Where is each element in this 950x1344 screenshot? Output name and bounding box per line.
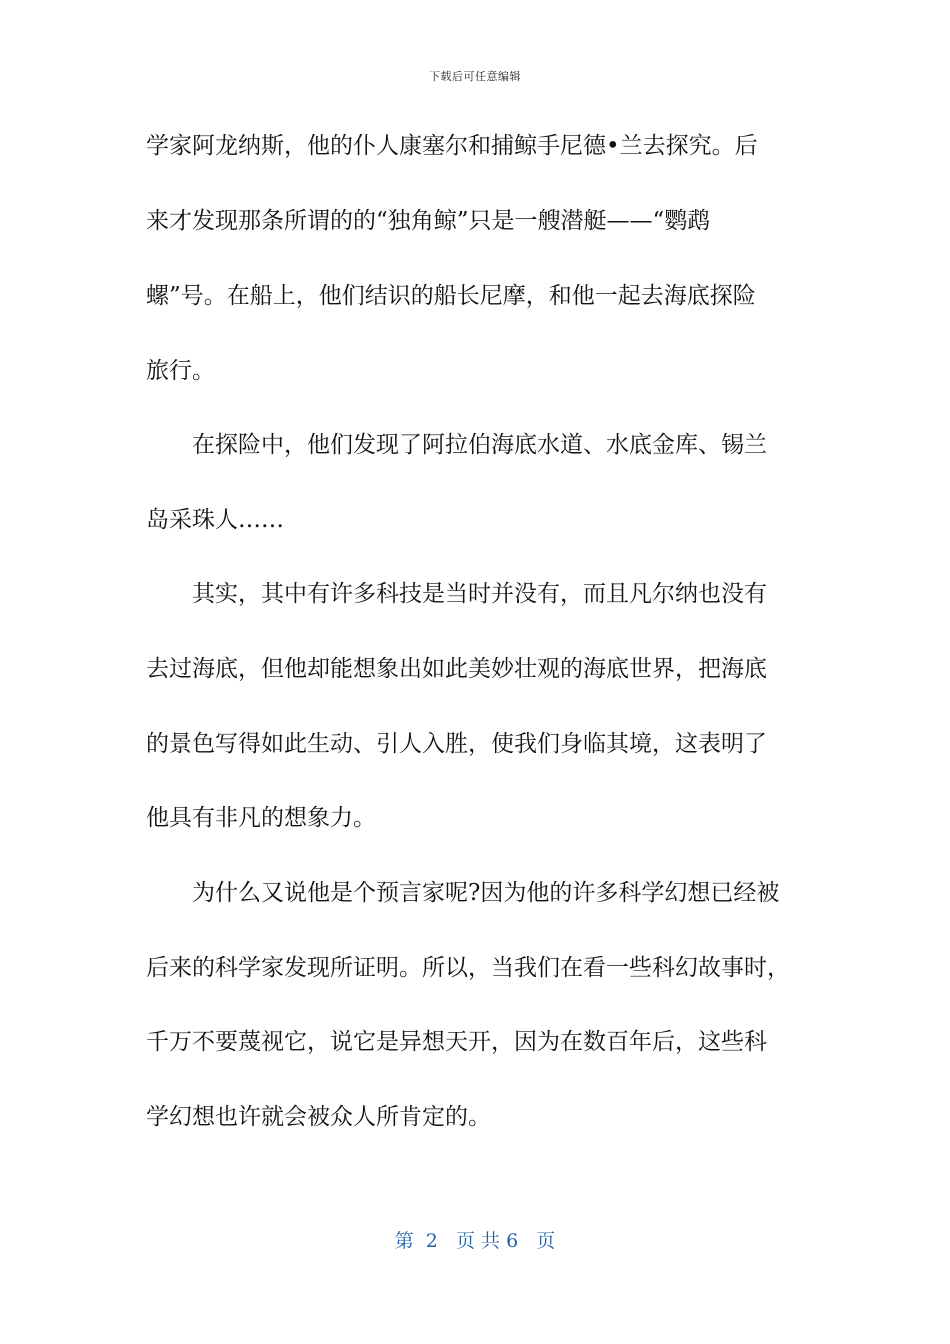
page-header: 下载后可任意编辑 — [429, 70, 521, 83]
text-line: 千万不要蔑视它，说它是异想天开，因为在数百年后，这些科 — [146, 1029, 767, 1055]
text-line: 其实，其中有许多科技是当时并没有，而且凡尔纳也没有 — [146, 581, 767, 607]
text-line: 为什么又说他是个预言家呢?因为他的许多科学幻想已经被 — [146, 880, 780, 906]
text-line: 在探险中，他们发现了阿拉伯海底水道、水底金库、锡兰 — [146, 432, 767, 458]
text-line: 学幻想也许就会被众人所肯定的。 — [146, 1104, 491, 1130]
text-line: 来才发现那条所谓的的“独角鲸”只是一艘潜艇——“鹦鹉 — [146, 208, 711, 234]
text-line: 他具有非凡的想象力。 — [146, 805, 376, 831]
text-line: 旅行。 — [146, 358, 215, 384]
text-line: 去过海底，但他却能想象出如此美妙壮观的海底世界，把海底 — [146, 656, 767, 682]
text-line: 岛采珠人…… — [146, 507, 284, 533]
text-line: 的景色写得如此生动、引人入胜，使我们身临其境，这表明了 — [146, 731, 767, 757]
text-line: 螺”号。在船上，他们结识的船长尼摩，和他一起去海底探险 — [146, 283, 756, 309]
page-number-footer: 第 2 页 共 6 页 — [394, 1230, 556, 1252]
text-line: 学家阿龙纳斯，他的仆人康塞尔和捕鲸手尼德•兰去探究。后 — [146, 133, 758, 159]
text-line: 后来的科学家发现所证明。所以，当我们在看一些科幻故事时， — [146, 955, 790, 981]
